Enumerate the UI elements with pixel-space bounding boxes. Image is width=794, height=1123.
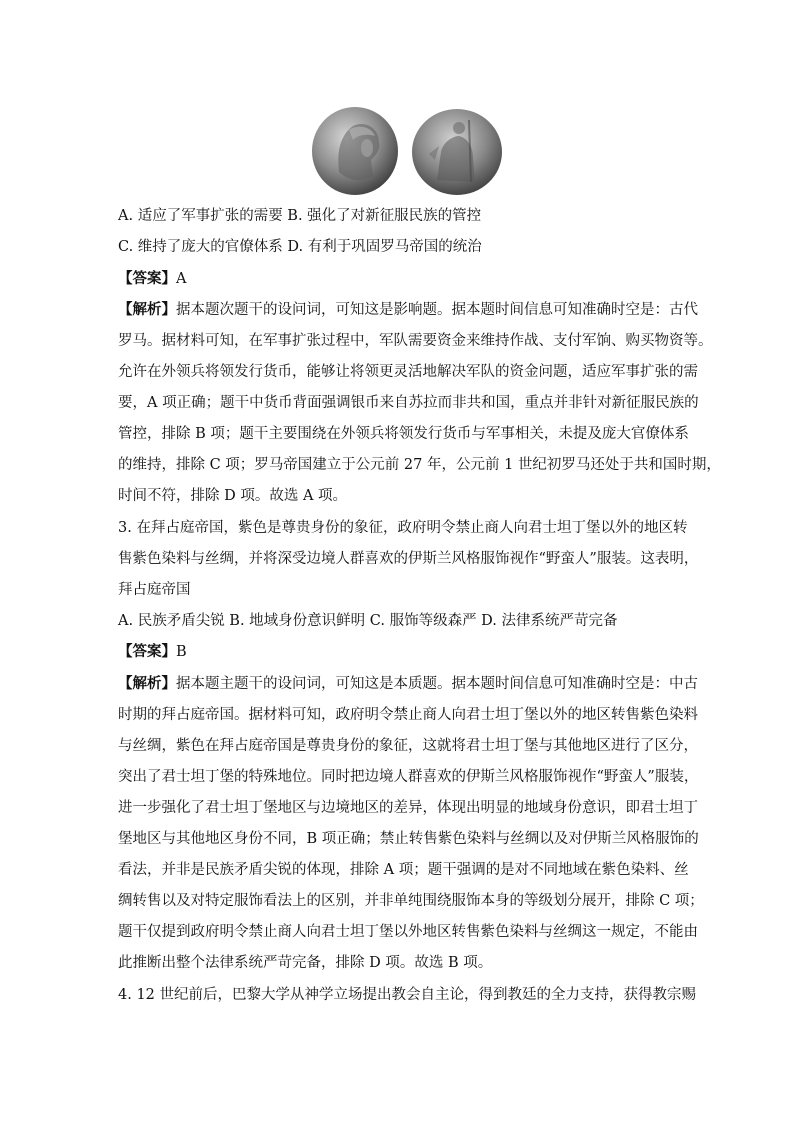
answer-value: A <box>176 271 187 287</box>
q3-analysis-line: 进一步强化了君士坦丁堡地区与边境地区的差异，体现出明显的地域身份意识，即君士坦丁 <box>118 800 698 816</box>
q2-analysis-line: 管控，排除 B 项；题干主要围绕在外领兵将领发行货币与军事相关，未提及庞大官僚体系 <box>118 426 689 442</box>
coin-obverse <box>312 107 398 195</box>
q3-analysis-line: 题干仅提到政府明令禁止商人向君士坦丁堡以外地区转售紫色染料与丝绸这一规定，不能由 <box>118 924 698 940</box>
q3-analysis-line: 绸转售以及对特定服饰看法上的区别，并非单纯围绕服饰本身的等级划分展开，排除 C 项； <box>118 893 704 909</box>
q3-options: A. 民族矛盾尖锐 B. 地域身份意识鲜明 C. 服饰等级森严 D. 法律系统严苛完备 <box>118 613 618 629</box>
q3-analysis-line: 【解析】据本题主题干的设问词，可知这是本质题。据本题时间信息可知准确时空是：中古 <box>118 675 698 692</box>
q3-analysis-line: 时期的拜占庭帝国。据材料可知，政府明令禁止商人向君士坦丁堡以外的地区转售紫色染料 <box>118 707 698 723</box>
q2-analysis-line: 时间不符，排除 D 项。故选 A 项。 <box>118 488 348 504</box>
q2-analysis-line: 允许在外领兵将领发行货币，能够让将领更灵活地解决军队的资金问题，适应军事扩张的需 <box>118 364 698 380</box>
q2-analysis-line: 【解析】据本题次题干的设问词，可知这是影响题。据本题时间信息可知准确时空是：古代 <box>118 301 698 318</box>
answer-tag: 【答案】 <box>118 643 176 660</box>
analysis-tag: 【解析】 <box>118 301 176 318</box>
q3-question-line: 售紫色染料与丝绸，并将深受边境人群喜欢的伊斯兰风格服饰视作“野蛮人”服装。这表明， <box>118 551 699 567</box>
q3-answer <box>118 642 187 662</box>
q2-analysis-line: 要，A 项正确；题干中货币背面强调银币来自苏拉而非共和国，重点并非针对新征服民族的 <box>118 395 699 411</box>
q4-question-start: 4. 12 世纪前后，巴黎大学从神学立场提出教会自主论，得到教廷的全力支持，获得教宗赐 <box>118 987 696 1003</box>
q3-analysis-line: 看法，并非是民族矛盾尖锐的体现，排除 A 项；题干强调的是对不同地域在紫色染料、丝 <box>118 862 689 878</box>
q2-analysis-line: 罗马。据材料可知，在军事扩张过程中，军队需要资金来维持作战、支付军饷、购买物资等。 <box>118 333 713 349</box>
q2-options-line-2: C. 维持了庞大的官僚体系 D. 有利于巩固罗马帝国的统治 <box>118 239 482 255</box>
q3-analysis-line: 堡地区与其他地区身份不同，B 项正确；禁止转售紫色染料与丝绸以及对伊斯兰风格服饰的 <box>118 831 699 847</box>
q3-analysis-line: 突出了君士坦丁堡的特殊地位。同时把边境人群喜欢的伊斯兰风格服饰视作“野蛮人”服装， <box>118 769 699 785</box>
answer-tag: 【答案】 <box>118 270 176 287</box>
q3-analysis-line: 与丝绸，紫色在拜占庭帝国是尊贵身份的象征，这就将君士坦丁堡与其他地区进行了区分， <box>118 738 698 754</box>
q3-analysis-line: 此推断出整个法律系统严苛完备，排除 D 项。故选 B 项。 <box>118 955 493 971</box>
coin-reverse <box>412 109 502 195</box>
q2-analysis-line: 的维持，排除 C 项；罗马帝国建立于公元前 27 年，公元前 1 世纪初罗马还处于共和国时期， <box>118 457 721 473</box>
q3-question-line: 拜占庭帝国 <box>118 582 191 598</box>
analysis-tag: 【解析】 <box>118 675 176 692</box>
answer-value: B <box>176 644 187 660</box>
q2-options-line-1: A. 适应了军事扩张的需要 B. 强化了对新征服民族的管控 <box>118 208 482 224</box>
coin-image <box>309 102 505 198</box>
q3-question-line: 3. 在拜占庭帝国，紫色是尊贵身份的象征，政府明令禁止商人向君士坦丁堡以外的地区转 <box>118 520 688 536</box>
q2-answer <box>118 269 186 289</box>
